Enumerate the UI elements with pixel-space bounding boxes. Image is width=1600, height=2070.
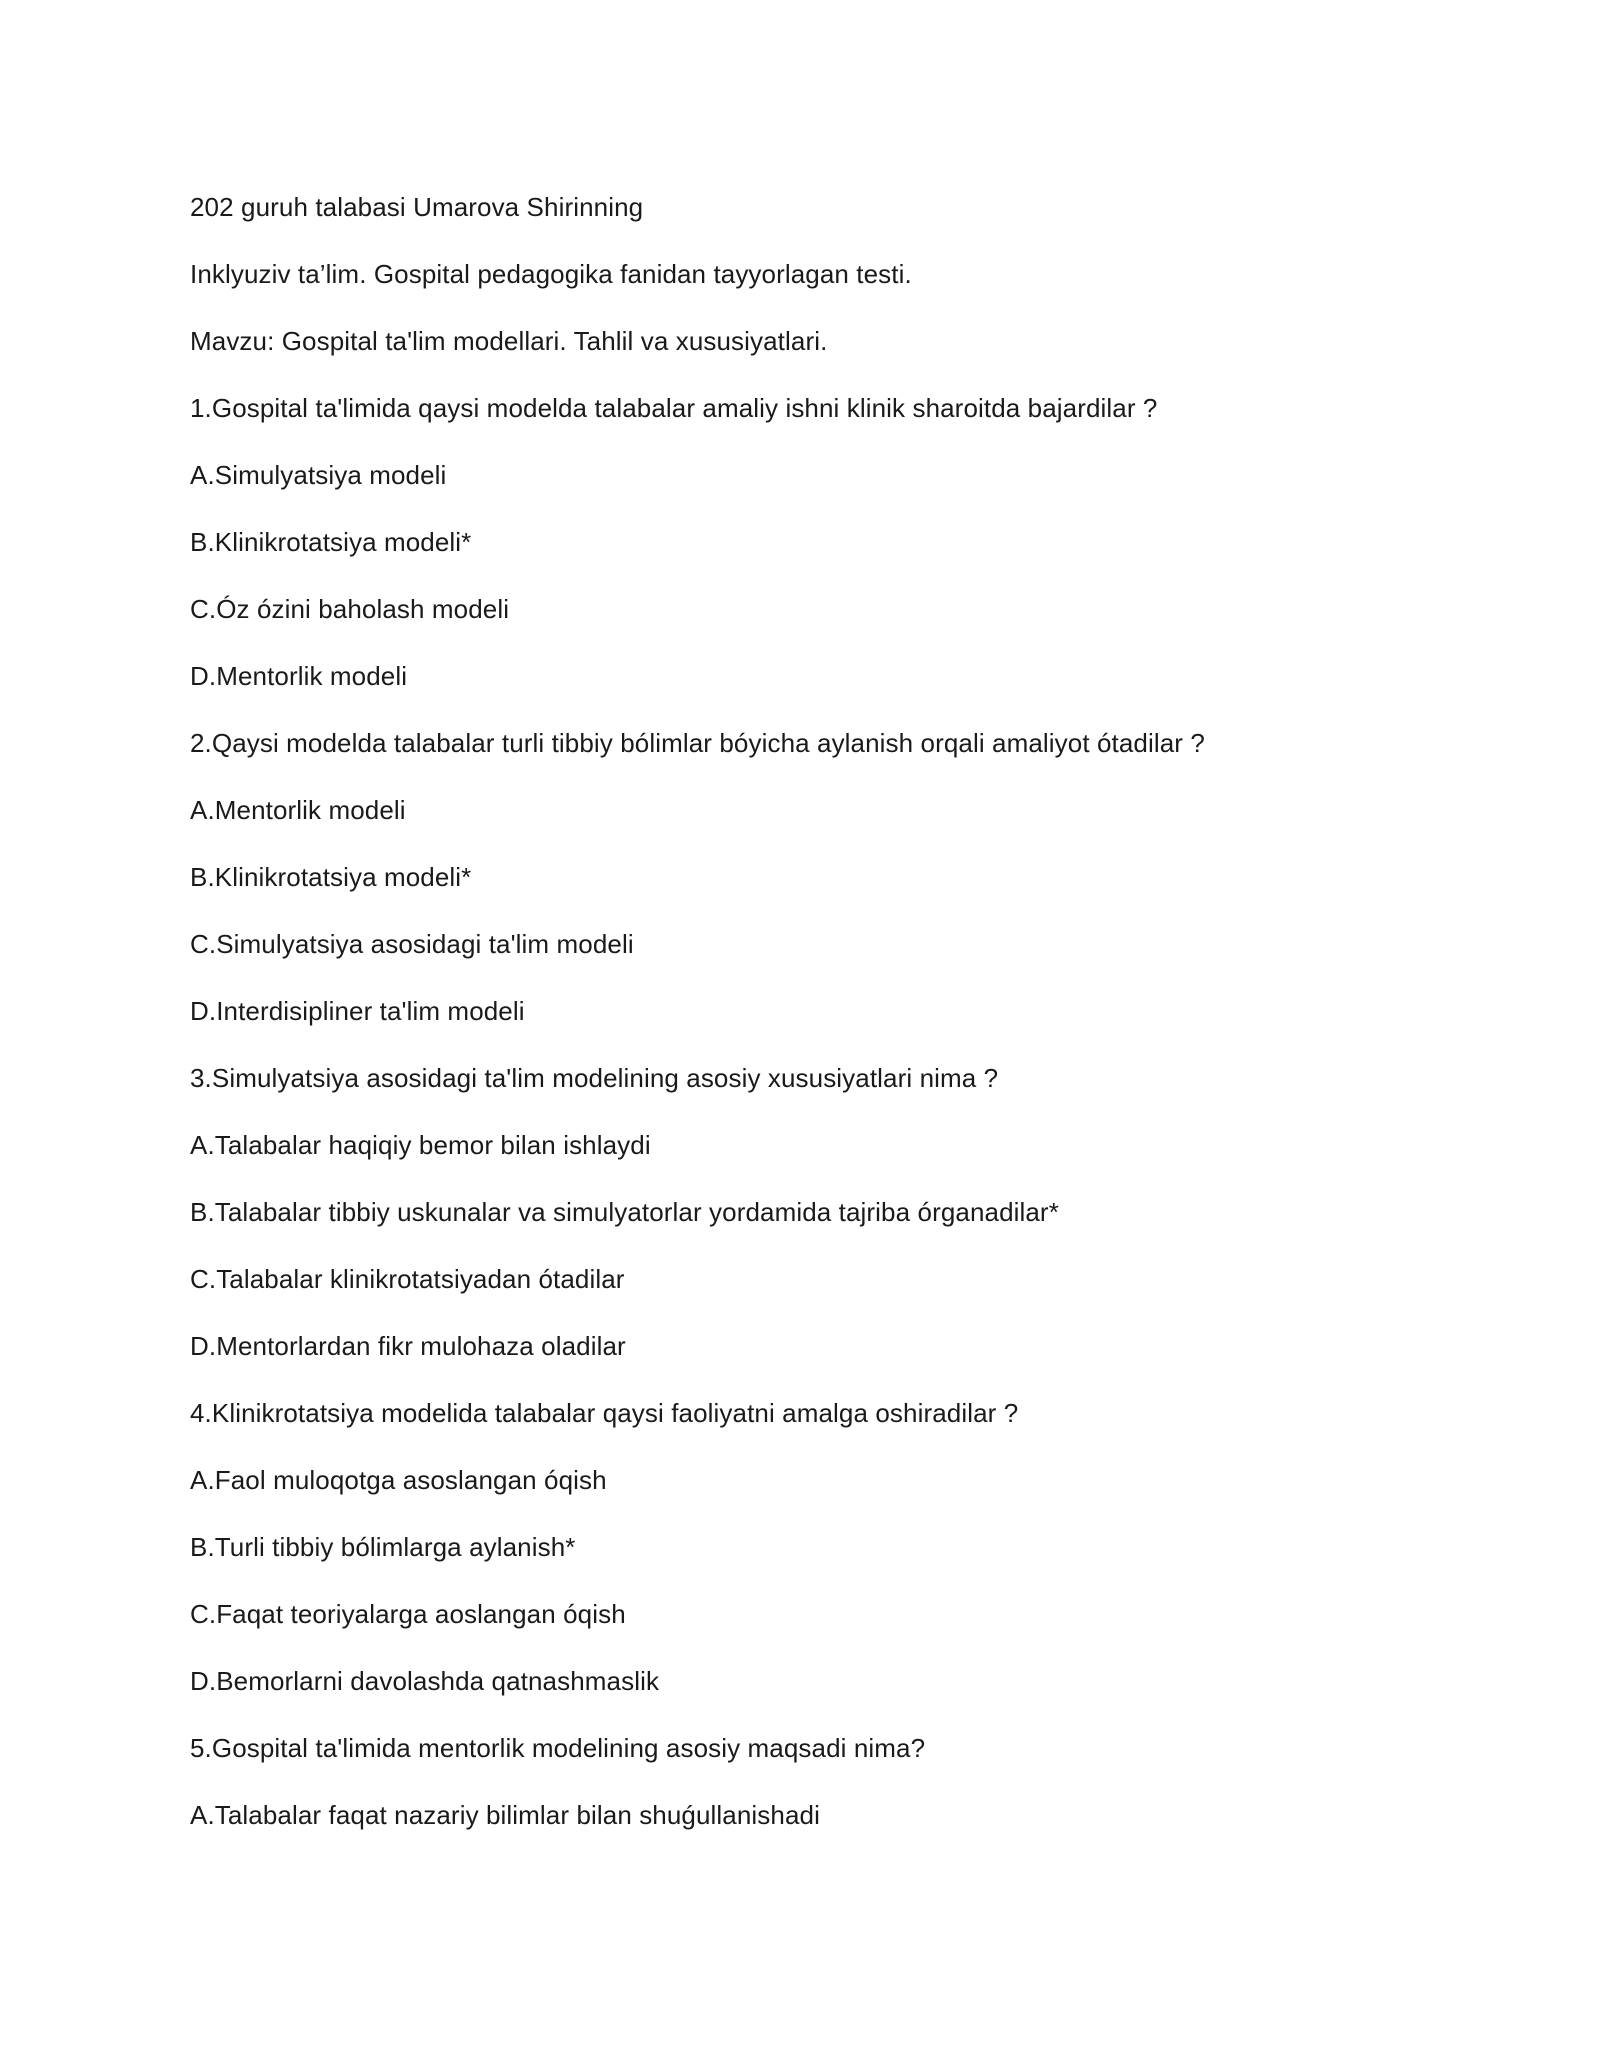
answer-option: B.Klinikrotatsiya modeli* bbox=[190, 527, 472, 557]
question-text: 3.Simulyatsiya asosidagi ta'lim modelining asosiy xususiyatlari nima ? bbox=[190, 1063, 999, 1093]
answer-option: A.Talabalar haqiqiy bemor bilan ishlaydi bbox=[190, 1130, 651, 1160]
answer-option: B.Talabalar tibbiy uskunalar va simulyatorlar yordamida tajriba órganadilar* bbox=[190, 1197, 1059, 1227]
question-text: 1.Gospital ta'limida qaysi modelda talabalar amaliy ishni klinik sharoitda bajardilar ? bbox=[190, 393, 1158, 423]
answer-option: B.Turli tibbiy bólimlarga aylanish* bbox=[190, 1532, 576, 1562]
answer-option: A.Simulyatsiya modeli bbox=[190, 460, 447, 490]
author-line: 202 guruh talabasi Umarova Shirinning bbox=[190, 192, 644, 222]
answer-option: D.Mentorlik modeli bbox=[190, 661, 408, 691]
question-text: 4.Klinikrotatsiya modelida talabalar qaysi faoliyatni amalga oshiradilar ? bbox=[190, 1398, 1019, 1428]
answer-option: C.Óz ózini baholash modeli bbox=[190, 594, 510, 624]
answer-option: A.Talabalar faqat nazariy bilimlar bilan shuǵullanishadi bbox=[190, 1800, 820, 1830]
question-text: 5.Gospital ta'limida mentorlik modelining asosiy maqsadi nima? bbox=[190, 1733, 926, 1763]
document-body bbox=[190, 184, 1490, 1859]
answer-option: C.Simulyatsiya asosidagi ta'lim modeli bbox=[190, 929, 634, 959]
answer-option: D.Bemorlarni davolashda qatnashmaslik bbox=[190, 1666, 660, 1696]
answer-option: B.Klinikrotatsiya modeli* bbox=[190, 862, 472, 892]
answer-option: C.Talabalar klinikrotatsiyadan ótadilar bbox=[190, 1264, 625, 1294]
subject-line: Inklyuziv ta’lim. Gospital pedagogika fanidan tayyorlagan testi. bbox=[190, 259, 912, 289]
topic-line: Mavzu: Gospital ta'lim modellari. Tahlil va xususiyatlari. bbox=[190, 326, 828, 356]
answer-option: A.Mentorlik modeli bbox=[190, 795, 406, 825]
answer-option: C.Faqat teoriyalarga aoslangan óqish bbox=[190, 1599, 626, 1629]
answer-option: D.Interdisipliner ta'lim modeli bbox=[190, 996, 525, 1026]
answer-option: A.Faol muloqotga asoslangan óqish bbox=[190, 1465, 607, 1495]
answer-option: D.Mentorlardan fikr mulohaza oladilar bbox=[190, 1331, 626, 1361]
question-text: 2.Qaysi modelda talabalar turli tibbiy bólimlar bóyicha aylanish orqali amaliyot ótadilar ? bbox=[190, 728, 1205, 758]
